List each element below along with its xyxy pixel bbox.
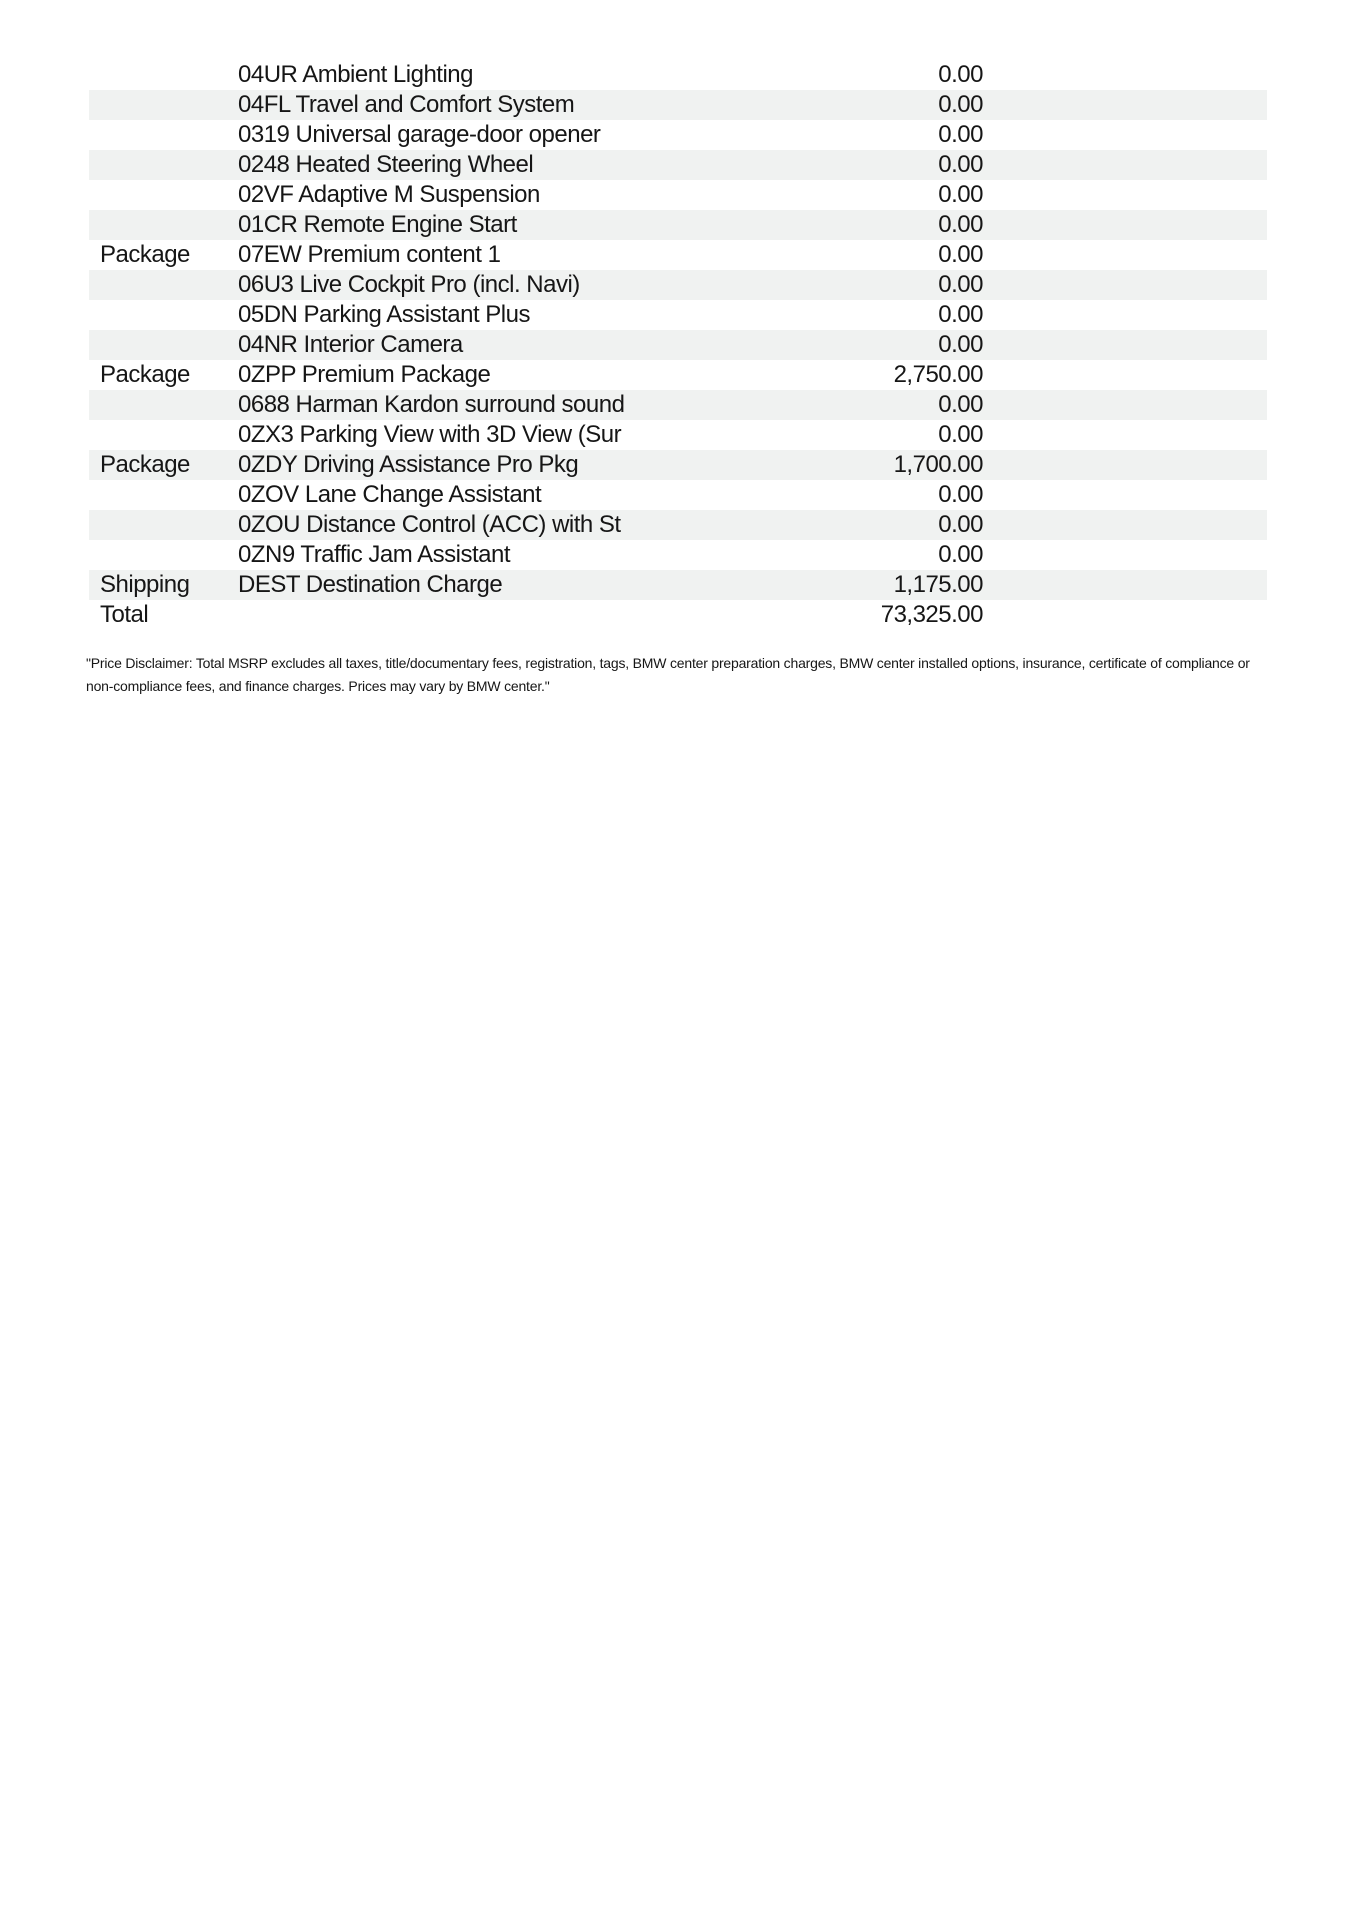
row-category: [89, 120, 238, 150]
row-price: 0.00: [938, 481, 983, 508]
row-item: 0319 Universal garage-door opener: [238, 121, 601, 148]
row-price: 0.00: [938, 181, 983, 208]
row-category: [89, 480, 238, 510]
table-row: [89, 120, 1267, 150]
row-item: 04NR Interior Camera: [238, 331, 463, 358]
row-item: 0ZOV Lane Change Assistant: [238, 481, 542, 508]
row-category: Shipping: [100, 571, 190, 598]
table-row: [89, 420, 1267, 450]
row-category: Package: [100, 451, 190, 478]
table-row: [89, 510, 1267, 540]
table-row: [89, 270, 1267, 300]
row-price: 2,750.00: [893, 361, 983, 388]
row-price: 0.00: [938, 61, 983, 88]
table-row: [89, 180, 1267, 210]
row-price: 0.00: [938, 241, 983, 268]
row-category: Package: [100, 361, 190, 388]
row-item: 05DN Parking Assistant Plus: [238, 301, 530, 328]
row-item: 0ZDY Driving Assistance Pro Pkg: [238, 451, 579, 478]
row-item: 0ZPP Premium Package: [238, 361, 491, 388]
row-category: [89, 60, 238, 90]
table-row: [89, 330, 1267, 360]
row-category: [89, 180, 238, 210]
table-row: [89, 480, 1267, 510]
row-category: [89, 420, 238, 450]
row-category: [89, 90, 238, 120]
row-price: 0.00: [938, 301, 983, 328]
row-category: [89, 270, 238, 300]
row-category: [89, 510, 238, 540]
table-row: [89, 390, 1267, 420]
row-category: Package: [100, 241, 190, 268]
table-row: [89, 450, 1267, 480]
row-category: [89, 330, 238, 360]
row-item: 0ZN9 Traffic Jam Assistant: [238, 541, 510, 568]
row-item: 0ZOU Distance Control (ACC) with St: [238, 511, 621, 538]
row-item: 0ZX3 Parking View with 3D View (Sur: [238, 421, 622, 448]
row-item: 0688 Harman Kardon surround sound: [238, 391, 625, 418]
table-row: [89, 150, 1267, 180]
pricing-table: [89, 60, 1267, 630]
table-row: [89, 540, 1267, 570]
row-category: [89, 210, 238, 240]
row-item: 04UR Ambient Lighting: [238, 61, 473, 88]
row-category: [89, 390, 238, 420]
row-price: 0.00: [938, 511, 983, 538]
row-item: 0248 Heated Steering Wheel: [238, 151, 534, 178]
row-item: 06U3 Live Cockpit Pro (incl. Navi): [238, 271, 580, 298]
row-price: 0.00: [938, 331, 983, 358]
table-row: [89, 570, 1267, 600]
row-price: 0.00: [938, 121, 983, 148]
row-item: 01CR Remote Engine Start: [238, 211, 517, 238]
row-item: [238, 600, 783, 630]
table-row: [89, 60, 1267, 90]
row-category: [89, 150, 238, 180]
table-row: [89, 600, 1267, 630]
row-item: 07EW Premium content 1: [238, 241, 501, 268]
row-item: 04FL Travel and Comfort System: [238, 91, 575, 118]
table-row: [89, 210, 1267, 240]
row-category: [89, 540, 238, 570]
row-price: 0.00: [938, 391, 983, 418]
row-item: 02VF Adaptive M Suspension: [238, 181, 540, 208]
row-item: DEST Destination Charge: [238, 571, 503, 598]
row-price: 0.00: [938, 541, 983, 568]
row-price: 0.00: [938, 421, 983, 448]
row-price: 73,325.00: [880, 601, 983, 628]
row-price: 0.00: [938, 151, 983, 178]
row-price: 1,700.00: [893, 451, 983, 478]
row-category: Total: [100, 601, 149, 628]
row-price: 0.00: [938, 271, 983, 298]
table-row: [89, 90, 1267, 120]
row-price: 1,175.00: [893, 571, 983, 598]
table-row: [89, 240, 1267, 270]
disclaimer-text: "Price Disclaimer: Total MSRP excludes all taxes, title/documentary fees, registration, tags, BMW center preparation charges, BMW center installed options, insurance, certificate of compliance or non-compliance fees, and finance charges. Prices may vary by BMW center.": [86, 655, 1250, 694]
row-price: 0.00: [938, 91, 983, 118]
row-price: 0.00: [938, 211, 983, 238]
table-row: [89, 360, 1267, 390]
row-category: [89, 300, 238, 330]
table-row: [89, 300, 1267, 330]
